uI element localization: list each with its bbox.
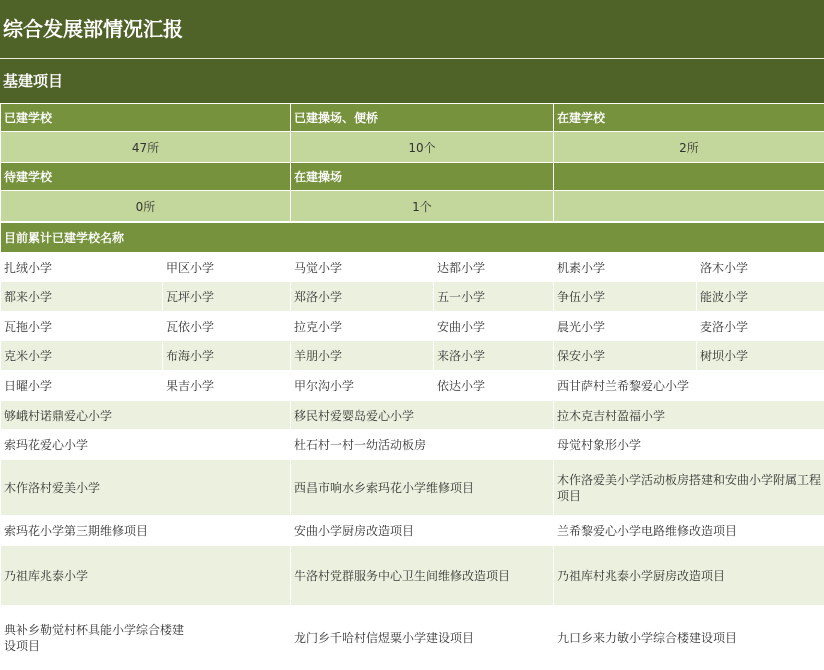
table-row: [1, 516, 824, 546]
stat-label: 已建操场、便桥: [291, 104, 554, 132]
stat-label: 在建学校: [554, 104, 824, 132]
project-cell: 木作洛爱美小学活动板房搭建和安曲小学附属工程项目: [554, 460, 824, 516]
stat-value: 10个: [291, 132, 554, 163]
school-cell: 马觉小学: [291, 253, 434, 282]
school-cell: 拉克小学: [291, 312, 434, 341]
school-cell: 能波小学: [697, 282, 824, 312]
stat-label: [554, 163, 824, 191]
project-cell: 移民村爱婴岛爱心小学: [291, 401, 554, 430]
school-cell: 达都小学: [434, 253, 554, 282]
project-cell: 牛洛村党群服务中心卫生间维修改造项目: [291, 546, 554, 606]
table-row: [1, 606, 824, 670]
school-cell: 扎绒小学: [1, 253, 163, 282]
project-cell: 安曲小学厨房改造项目: [291, 516, 554, 546]
project-cell: 索玛花小学第三期维修项目: [1, 516, 291, 546]
school-cell: 争伍小学: [554, 282, 697, 312]
school-names-table: [0, 222, 824, 400]
school-cell: 晨光小学: [554, 312, 697, 341]
project-cell: 兰希黎爱心小学电路维修改造项目: [554, 516, 824, 546]
school-cell: 来洛小学: [434, 341, 554, 371]
school-cell: 洛木小学: [697, 253, 824, 282]
school-cell: 甲尔沟小学: [291, 371, 434, 400]
table-row: [1, 401, 824, 430]
names-header-row: [1, 223, 824, 253]
stat-value: 47所: [1, 132, 291, 163]
stats-table: [0, 103, 824, 222]
project-cell: 龙门乡千哈村信煜粟小学建设项目: [291, 606, 554, 670]
project-cell: 乃祖库村兆泰小学厨房改造项目: [554, 546, 824, 606]
names-header: 目前累计已建学校名称: [1, 223, 824, 253]
school-cell: 郑洛小学: [291, 282, 434, 312]
section-title: 基建项目: [0, 59, 824, 103]
school-cell: 都来小学: [1, 282, 163, 312]
stat-label: 在建操场: [291, 163, 554, 191]
table-row: [1, 312, 824, 341]
project-cell: 杜石村一村一幼活动板房: [291, 430, 554, 460]
stat-label: 待建学校: [1, 163, 291, 191]
stat-label: 已建学校: [1, 104, 291, 132]
table-row: [1, 371, 824, 400]
school-cell: 布海小学: [163, 341, 291, 371]
project-cell: 拉木克吉村盈福小学: [554, 401, 824, 430]
school-cell: 瓦拖小学: [1, 312, 163, 341]
stats-value-row: [1, 191, 824, 222]
school-cell: 树坝小学: [697, 341, 824, 371]
stats-header-row: [1, 163, 824, 191]
page-title: 综合发展部情况汇报: [0, 0, 824, 59]
school-cell: 甲区小学: [163, 253, 291, 282]
stats-header-row: [1, 104, 824, 132]
stat-value: [554, 191, 824, 222]
table-row: [1, 546, 824, 606]
table-row: [1, 253, 824, 282]
school-cell: 五一小学: [434, 282, 554, 312]
school-cell: 果吉小学: [163, 371, 291, 400]
project-cell: 典补乡勒觉村杯具能小学综合楼建设项目: [1, 606, 291, 670]
project-cell: 够峨村诺鼎爱心小学: [1, 401, 291, 430]
project-cell: 乃祖库兆泰小学: [1, 546, 291, 606]
school-cell: 羊朋小学: [291, 341, 434, 371]
school-cell: 瓦坪小学: [163, 282, 291, 312]
project-cell: 母觉村象形小学: [554, 430, 824, 460]
project-cell: 木作洛村爱美小学: [1, 460, 291, 516]
projects-table: [0, 400, 824, 670]
table-row: [1, 282, 824, 312]
school-cell: 机素小学: [554, 253, 697, 282]
table-row: [1, 430, 824, 460]
school-cell: 西甘萨村兰希黎爱心小学: [554, 371, 824, 400]
school-cell: 日曜小学: [1, 371, 163, 400]
school-cell: 克米小学: [1, 341, 163, 371]
project-cell: 九口乡来力敏小学综合楼建设项目: [554, 606, 824, 670]
table-row: [1, 460, 824, 516]
table-row: [1, 341, 824, 371]
project-cell: 西昌市响水乡索玛花小学维修项目: [291, 460, 554, 516]
school-cell: 瓦依小学: [163, 312, 291, 341]
school-cell: 依达小学: [434, 371, 554, 400]
stat-value: 1个: [291, 191, 554, 222]
school-cell: 安曲小学: [434, 312, 554, 341]
stats-value-row: [1, 132, 824, 163]
school-cell: 麦洛小学: [697, 312, 824, 341]
stat-value: 0所: [1, 191, 291, 222]
project-cell: 索玛花爱心小学: [1, 430, 291, 460]
school-cell: 保安小学: [554, 341, 697, 371]
stat-value: 2所: [554, 132, 824, 163]
